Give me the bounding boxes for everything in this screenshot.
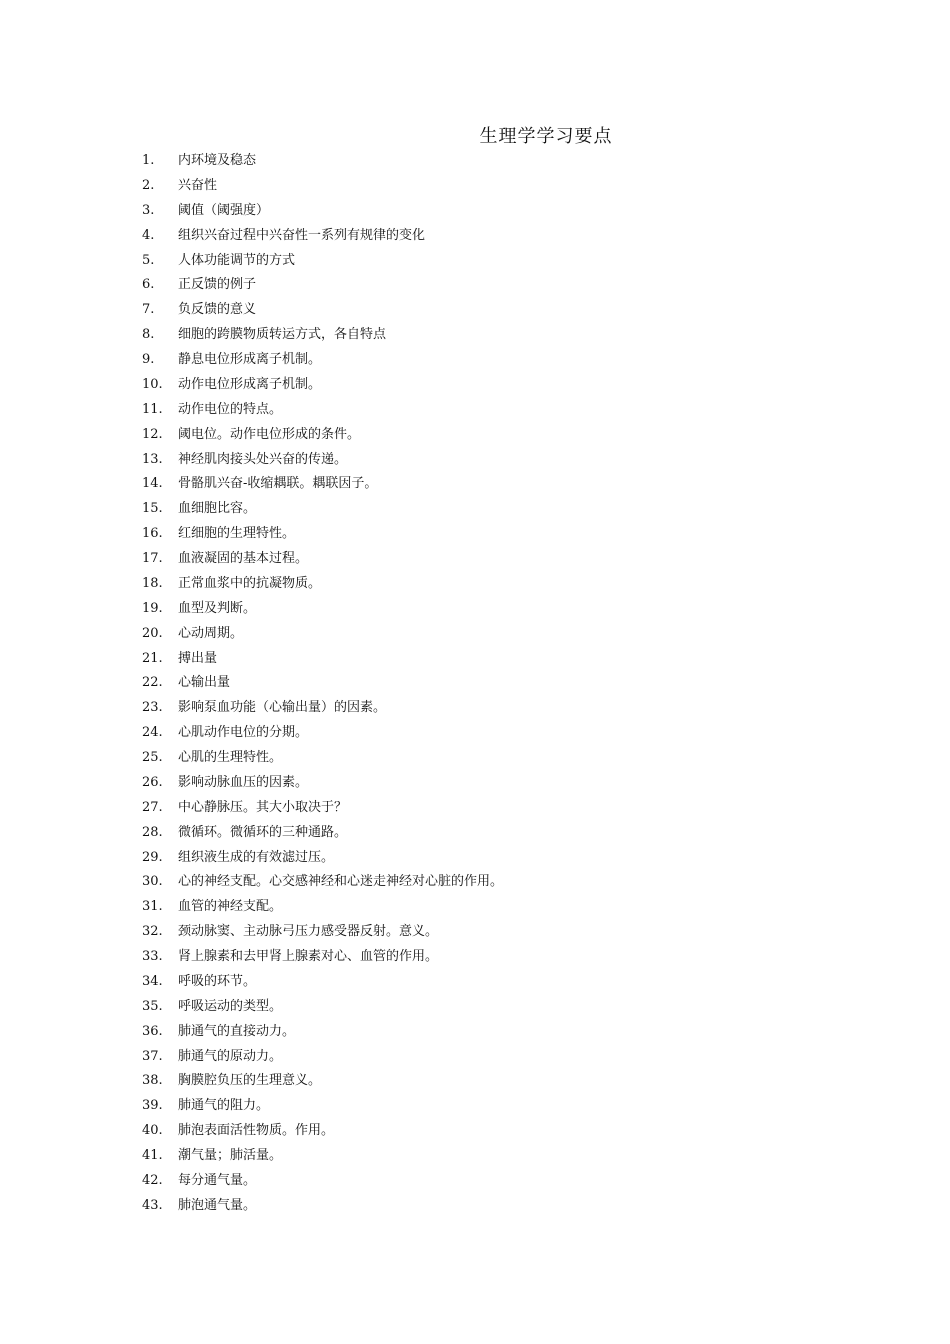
list-item (142, 273, 503, 298)
list-item (142, 323, 503, 348)
list-item-text: 动作电位形成离子机制。 (178, 376, 322, 392)
list-item (142, 1069, 503, 1094)
outline-list (142, 149, 503, 1219)
list-item-number: 11. (142, 401, 163, 417)
list-item-number: 29. (142, 849, 163, 865)
list-item-number: 35. (142, 998, 163, 1014)
list-item-text: 肺泡通气量。 (178, 1197, 257, 1213)
list-item-text: 兴奋性 (178, 177, 218, 193)
list-item (142, 373, 503, 398)
list-item-text: 心动周期。 (178, 625, 244, 641)
list-item-number: 32. (142, 924, 163, 940)
list-item-text: 肾上腺素和去甲肾上腺素对心、血管的作用。 (178, 949, 439, 964)
list-item (142, 1169, 503, 1194)
list-item (142, 224, 503, 249)
list-item (142, 1045, 503, 1070)
list-item (142, 174, 503, 199)
list-item-number: 25. (142, 750, 163, 765)
list-item (142, 945, 503, 970)
list-item-text: 阈值（阈强度） (178, 202, 270, 218)
list-item-number: 22. (142, 675, 163, 691)
list-item-number: 20. (142, 625, 163, 641)
list-item (142, 1020, 503, 1045)
list-item (142, 298, 503, 323)
list-item-number: 27. (142, 799, 163, 815)
list-item (142, 870, 503, 895)
list-item-text: 细胞的跨膜物质转运方式，各自特点 (178, 327, 387, 343)
list-item-number: 16. (142, 526, 163, 542)
list-item-number: 5. (142, 252, 155, 268)
list-item-number: 15. (142, 501, 163, 517)
list-item-number: 21. (142, 650, 163, 666)
list-item (142, 771, 503, 796)
list-item-text: 神经肌肉接头处兴奋的传递。 (178, 451, 348, 467)
list-item (142, 1194, 503, 1219)
list-item-text: 红细胞的生理特性。 (178, 526, 296, 542)
list-item-text: 血管的神经支配。 (178, 899, 283, 915)
list-item-text: 人体功能调节的方式 (178, 252, 296, 268)
list-item-text: 心输出量 (178, 675, 231, 691)
list-item-text: 肺通气的直接动力。 (178, 1023, 296, 1039)
list-item-text: 微循环。微循环的三种通路。 (178, 824, 348, 840)
list-item (142, 1144, 503, 1169)
list-item (142, 796, 503, 821)
list-item-text: 影响动脉血压的因素。 (178, 774, 309, 790)
list-item-number: 10. (142, 376, 163, 392)
list-item-number: 36. (142, 1023, 163, 1039)
list-item-text: 正反馈的例子 (178, 277, 257, 293)
list-item (142, 1094, 503, 1119)
list-item-text: 血细胞比容。 (178, 501, 257, 517)
list-item-text: 搏出量 (178, 650, 218, 666)
list-item (142, 1119, 503, 1144)
list-item-text: 心肌的生理特性。 (178, 750, 283, 765)
list-item-number: 34. (142, 973, 163, 989)
list-item-number: 43. (142, 1197, 163, 1213)
list-item-text: 心肌动作电位的分期。 (178, 725, 309, 741)
list-item-number: 40. (142, 1123, 163, 1139)
list-item-text: 潮气量；肺活量。 (178, 1148, 283, 1163)
list-item (142, 647, 503, 672)
list-item (142, 622, 503, 647)
list-item-number: 6. (142, 277, 155, 293)
list-item-text: 动作电位的特点。 (178, 401, 283, 417)
list-item-text: 组织兴奋过程中兴奋性一系列有规律的变化 (178, 227, 426, 243)
list-item (142, 348, 503, 373)
list-item-number: 38. (142, 1073, 163, 1089)
list-item-number: 18. (142, 575, 163, 591)
list-item-text: 肺通气的原动力。 (178, 1048, 283, 1064)
list-item-text: 静息电位形成离子机制。 (178, 352, 322, 367)
list-item-number: 41. (142, 1148, 163, 1163)
list-item-text: 呼吸运动的类型。 (178, 998, 283, 1014)
list-item-number: 30. (142, 874, 163, 890)
list-item-number: 4. (142, 227, 155, 243)
list-item (142, 846, 503, 871)
list-item-number: 3. (142, 202, 155, 218)
list-item-number: 37. (142, 1048, 163, 1064)
list-item-text: 心的神经支配。心交感神经和心迷走神经对心脏的作用。 (178, 874, 504, 890)
list-item-number: 7. (142, 302, 155, 318)
list-item-text: 负反馈的意义 (178, 302, 257, 318)
list-item-number: 13. (142, 451, 163, 467)
list-item-number: 26. (142, 774, 163, 790)
list-item-text: 胸膜腔负压的生理意义。 (178, 1073, 322, 1089)
list-item-text: 呼吸的环节。 (178, 973, 257, 989)
list-item-text: 正常血浆中的抗凝物质。 (178, 575, 322, 591)
list-item (142, 746, 503, 771)
list-item-text: 组织液生成的有效滤过压。 (178, 849, 335, 865)
list-item-text: 血液凝固的基本过程。 (178, 551, 309, 566)
list-item (142, 522, 503, 547)
list-item (142, 249, 503, 274)
list-item (142, 547, 503, 572)
list-item (142, 472, 503, 497)
list-item-text: 血型及判断。 (178, 600, 257, 616)
list-item (142, 497, 503, 522)
list-item-number: 1. (142, 153, 155, 168)
list-item-text: 每分通气量。 (178, 1172, 257, 1188)
list-item-number: 31. (142, 899, 163, 915)
list-item-number: 24. (142, 725, 163, 741)
list-item-number: 17. (142, 551, 163, 566)
list-item-number: 8. (142, 327, 155, 343)
list-item (142, 149, 503, 174)
list-item (142, 895, 503, 920)
list-item-number: 33. (142, 949, 163, 964)
list-item (142, 821, 503, 846)
list-item (142, 671, 503, 696)
list-item-text: 中心静脉压。其大小取决于？ (178, 799, 348, 815)
list-item (142, 572, 503, 597)
list-item (142, 970, 503, 995)
list-item-number: 42. (142, 1172, 163, 1188)
list-item (142, 398, 503, 423)
list-item-number: 28. (142, 824, 163, 840)
list-item (142, 423, 503, 448)
list-item-text: 肺通气的阻力。 (178, 1098, 270, 1114)
list-item-text: 肺泡表面活性物质。作用。 (178, 1123, 335, 1139)
list-item (142, 448, 503, 473)
list-item-number: 23. (142, 700, 163, 716)
list-item (142, 597, 503, 622)
list-item-number: 12. (142, 426, 163, 442)
list-item-text: 内环境及稳态 (178, 153, 257, 168)
list-item-text: 影响泵血功能（心输出量）的因素。 (178, 700, 387, 716)
list-item (142, 199, 503, 224)
list-item-number: 39. (142, 1098, 163, 1114)
list-item (142, 995, 503, 1020)
list-item-number: 2. (142, 177, 155, 193)
list-item-text: 阈电位。动作电位形成的条件。 (178, 426, 361, 442)
document-title: 生理学学习要点 (479, 126, 613, 147)
list-item-number: 9. (142, 352, 155, 367)
list-item-number: 14. (142, 476, 163, 492)
list-item (142, 920, 503, 945)
list-item-text: 颈动脉窦、主动脉弓压力感受器反射。意义。 (178, 924, 439, 940)
list-item (142, 696, 503, 721)
list-item (142, 721, 503, 746)
list-item-number: 19. (142, 600, 163, 616)
list-item-text: 骨骼肌兴奋-收缩耦联。耦联因子。 (178, 476, 378, 492)
